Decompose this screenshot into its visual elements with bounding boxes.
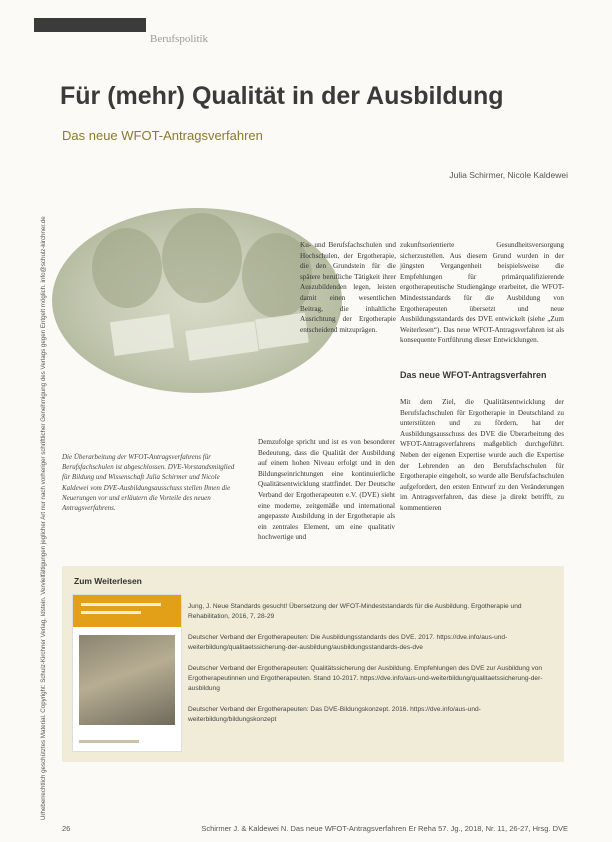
body-column-right	[400, 240, 564, 346]
reference-list	[188, 602, 548, 736]
body-text-right: zukunftsorientierte Gesundheitsversorgung sicherzustellen. Aus diesem Grund wurden in der jüngsten Vergangenheit beispielsweise die Empfehlungen für primärqualifizierende ergotherapeutische Studiengänge erarbeitet, die WFOT-Mindeststandards für die Ausbildung von Ergotherapeuten übersetzt und neue Ausbildungsstandards des DVE entwickelt (siehe „Zum Weiterlesen“). Das neue WFOT-Antragsverfahren ist als konsequente Fortführung dieser Entwicklungen.	[400, 241, 564, 345]
header-photo	[52, 208, 342, 393]
article-subtitle: Das neue WFOT-Antragsverfahren	[62, 128, 263, 143]
further-reading-box	[62, 566, 564, 762]
body-column-middle	[258, 437, 395, 543]
further-reading-heading: Zum Weiterlesen	[74, 576, 142, 586]
header-bar	[34, 18, 146, 32]
section-rubric: Berufspolitik	[150, 33, 209, 45]
reference-item: Deutscher Verband der Ergotherapeuten: Das DVE-Bildungskonzept. 2016. https://dve.info/aus-und-weiterbildung/bildungskonzept	[188, 706, 481, 723]
photo-caption: Die Überarbeitung der WFOT-Antragsverfahrens für Berufsfachschulen ist abgeschlossen. DVE-Vorstandsmitglied für Bildung und Wissenschaft Julia Schirmer und Nicole Kaldewei vom DVE-Ausbildungsausschuss stellen Ihnen die Neuerungen vor und erläutern die Vorteile des neuen Antragsverfahrens.	[62, 453, 235, 513]
copyright-notice: Urheberrechtlich geschütztes Material. Copyright: Schulz-Kirchner Verlag, Idstein. Vervielfältigungen jeglicher Art nur nach vorheriger schriftlicher Genehmigung des Verlags gegen Entgelt möglich. info@schulz-kirchner.de	[40, 216, 47, 820]
article-title: Für (mehr) Qualität in der Ausbildung	[60, 82, 504, 110]
book-cover-image	[72, 594, 182, 752]
reference-item: Jung, J. Neue Standards gesucht! Übersetzung der WFOT-Mindeststandards für die Ausbildung. Ergotherapie und Rehabilitation, 2016, 7, 28-29	[188, 603, 522, 620]
body-column-right-lower	[400, 397, 564, 514]
reference-item: Deutscher Verband der Ergotherapeuten: Qualitätssicherung der Ausbildung. Empfehlungen des DVE zur Ausbildung von Ergotherapeutinnen und Ergotherapeuten. Stand 10-2017. https://dve.info/aus-und-weiterbildung/qualitaetssicherung-der-ausbildung	[188, 665, 543, 692]
reference-item: Deutscher Verband der Ergotherapeuten: Die Ausbildungsstandards des DVE. 2017. https://dve.info/aus-und-weiterbildung/qualitaetssicherung-der-ausbildung/ausbildungsstandards-des-dve	[188, 634, 508, 651]
intro-text: Ku- und Berufsfachschulen und Hochschulen, der Ergotherapie, die den Grundstein für die spätere berufliche Tätigkeit ihrer Auszubildenden legen, leisten damit einen wesentlichen Beitrag, die inhaltliche Ausrichtung der Ergotherapie entscheidend mitzuprägen.	[300, 241, 396, 334]
article-authors: Julia Schirmer, Nicole Kaldewei	[449, 170, 568, 180]
footer-citation: Schirmer J. & Kaldewei N. Das neue WFOT-Antragsverfahren Er Reha 57. Jg., 2018, Nr. 11, 26-27, Hrsg. DVE	[201, 824, 568, 833]
page-number: 26	[62, 824, 71, 833]
section-heading: Das neue WFOT-Antragsverfahren	[400, 370, 547, 380]
body-text-middle: Demzufolge spricht und ist es von besonderer Bedeutung, dass die Qualität der Ausbildung auf einem hohen Niveau erfolgt und in den Bildungseinrichtungen eine kontinuierliche Qualitätsentwicklung stattfindet. Der Deutsche Verband der Ergotherapeuten e.V. (DVE) sieht eine moderne, zeitgemäße und international angepasste Ausbildung in der Ergotherapie als ein zentrales Element, um eine qualitativ hochwertige und	[258, 438, 395, 542]
intro-column	[300, 240, 396, 335]
body-text-right-lower: Mit dem Ziel, die Qualitätsentwicklung der Berufsfachschulen für Ergotherapie in Deutschland zu unterstützen und zu fördern, hat der Ausbildungsausschuss des DVE die Überarbeitung des WFOT-Antragsverfahrens maßgeblich durchgeführt. Neben der eigenen Expertise wurde auch die Expertise der Lehrenden an den Berufsfachschulen für Ergotherapie eingeholt, so wurde alle Berufsfachschulen aufgefordert, den ersten Entwurf zu den Veränderungen im Antragsverfahren, das diese ja direkt betrifft, zu kommentieren	[400, 398, 564, 512]
